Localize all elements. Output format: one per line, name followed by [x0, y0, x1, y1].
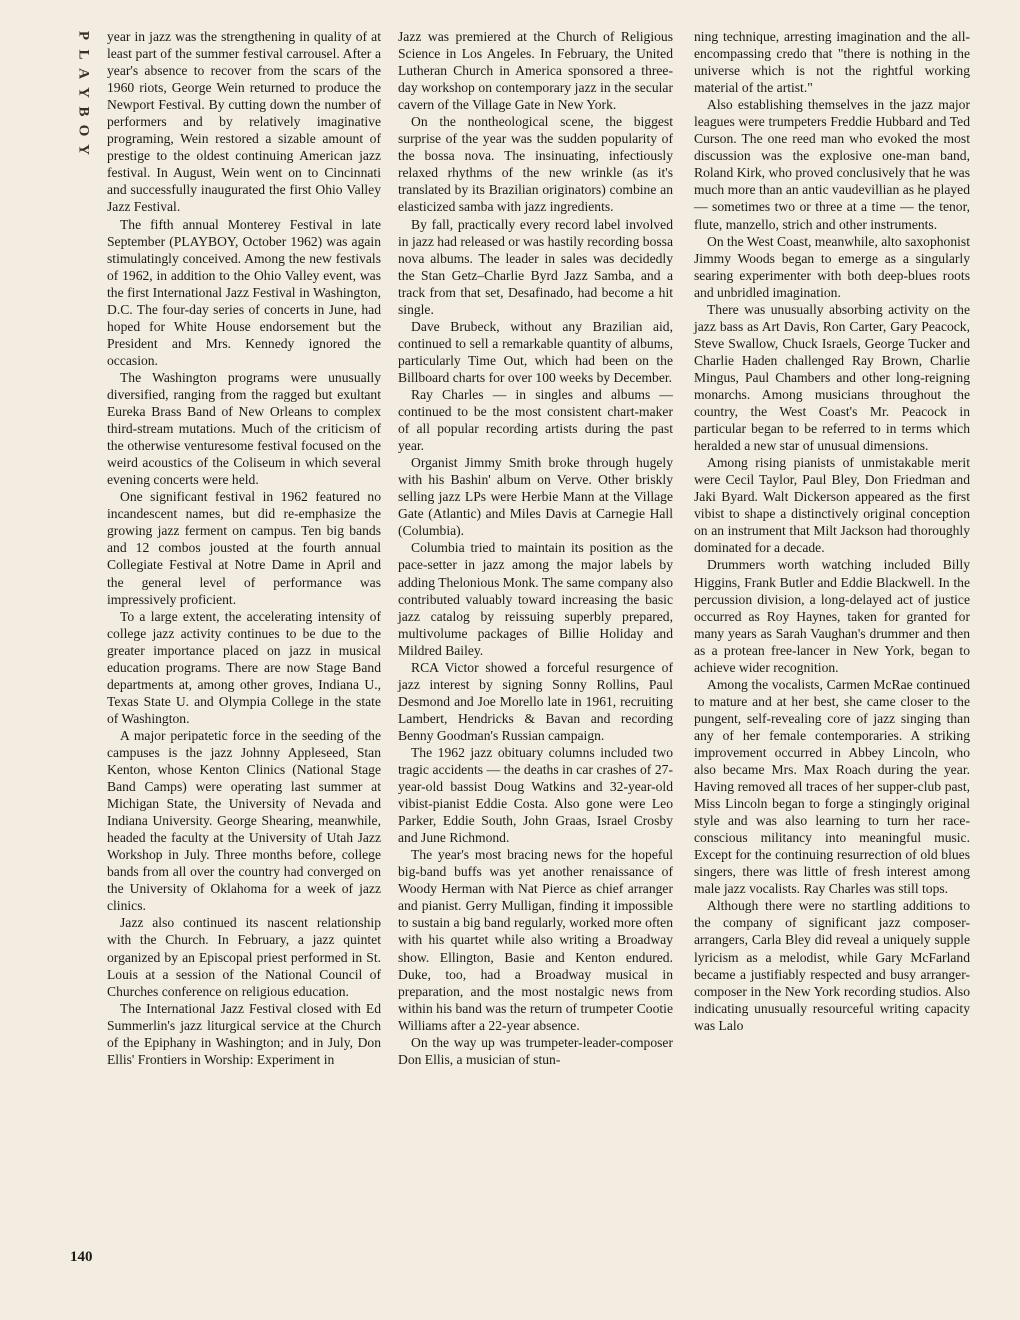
paragraph: Ray Charles — in singles and albums — continued to be the most consistent chart-maker of all popular recording artists during the past year.: [398, 386, 673, 454]
article-column-2: [398, 28, 673, 1068]
paragraph: Among rising pianists of unmistakable merit were Cecil Taylor, Paul Bley, Don Friedman and Jaki Byard. Walt Dickerson appeared as the first vibist to shape a distinctively original conception on an instrument that Milt Jackson had thoroughly dominated for a decade.: [694, 455, 970, 556]
brand-letter: A: [75, 68, 92, 79]
brand-letter: Y: [75, 87, 92, 98]
paragraph: Drummers worth watching included Billy Higgins, Frank Butler and Eddie Blackwell. In the percussion division, a long-delayed act of justice occurred as Roy Haynes, taken for granted for many years as Sarah Vaughan's drummer and then as a protean free-lancer in New York, began to achieve wider recognition.: [694, 557, 970, 675]
paragraph: Dave Brubeck, without any Brazilian aid, continued to sell a remarkable quantity of albums, particularly Time Out, which had been on the Billboard charts for over 100 weeks by December.: [398, 318, 673, 385]
page-number: 140: [70, 1249, 93, 1265]
paragraph: Jazz also continued its nascent relationship with the Church. In February, a jazz quintet organized by an Episcopal priest performed in St. Louis at a session of the National Council of Churches conference on religious education.: [107, 915, 381, 999]
paragraph: ning technique, arresting imagination and the all-encompassing credo that "there is nothing in the universe which is not the rightful working material of the artist.": [694, 29, 970, 96]
brand-letter: Y: [75, 144, 92, 155]
paragraph: Also establishing themselves in the jazz major leagues were trumpeters Freddie Hubbard and Ted Curson. The one reed man who evoked the most discussion was the explosive one-man band, Roland Kirk, who proved conclusively that he was much more than an antic vaudevillian as he played — sometimes two or three at a time — the tenor, flute, manzello, strich and other instruments.: [694, 97, 970, 232]
article-column-1: [107, 28, 381, 1068]
paragraph: RCA Victor showed a forceful resurgence of jazz interest by signing Sonny Rollins, Paul Desmond and Joe Morello late in 1961, recruiting Lambert, Hendricks & Bavan and recording Benny Goodman's Russian campaign.: [398, 659, 673, 743]
paragraph: One significant festival in 1962 featured no incandescent names, but did re-emphasize the growing jazz ferment on campus. Ten big bands and 12 combos jousted at the fourth annual Collegiate Festival at Notre Dame in April and the general level of performance was impressively proficient.: [107, 489, 381, 607]
article-column-3: [694, 28, 970, 1034]
playboy-vertical-logo: [72, 26, 92, 159]
paragraph: Organist Jimmy Smith broke through hugely with his Bashin' album on Verve. Other briskly selling jazz LPs were Herbie Mann at the Village Gate (Atlantic) and Miles Davis at Carnegie Hall (Columbia).: [398, 455, 673, 539]
paragraph: On the nontheological scene, the biggest surprise of the year was the sudden popularity of the bossa nova. The insinuating, infectiously relaxed rhythms of the new wrinkle (as it's translated by its Brazilian originators) combine an elasticized samba with jazz ingredients.: [398, 114, 673, 215]
paragraph: Jazz was premiered at the Church of Religious Science in Los Angeles. In February, the United Lutheran Church in America sponsored a three-day workshop on contemporary jazz in the secular cavern of the Village Gate in New York.: [398, 29, 673, 113]
paragraph: Columbia tried to maintain its position as the pace-setter in jazz among the major labels by adding Thelonious Monk. The same company also contributed valuably toward increasing the basic jazz catalog by reissuing superbly prepared, multivolume packages of Billie Holiday and Mildred Bailey.: [398, 540, 673, 658]
paragraph: The fifth annual Monterey Festival in late September (PLAYBOY, October 1962) was again stimulatingly conceived. Among the new festivals of 1962, in addition to the Ohio Valley event, was the first International Jazz Festival in Washington, D.C. The four-day series of concerts in June, had hoped for White House endorsement but the President and Mrs. Kennedy ignored the occasion.: [107, 216, 381, 368]
paragraph: Among the vocalists, Carmen McRae continued to mature and at her best, she came closer to the pungent, self-revealing core of jazz singing than any of her female contemporaries. A striking improvement occurred in Abbey Lincoln, who also became Mrs. Max Roach during the year. Having removed all traces of her supper-club past, Miss Lincoln began to forge a stingingly original style and was also learning to turn her race-conscious militancy into meaningful music. Except for the continuing resurrection of old blues singers, there was little of fresh interest among male jazz vocalists. Ray Charles was still tops.: [694, 676, 970, 897]
paragraph: The year's most bracing news for the hopeful big-band buffs was yet another renaissance of Woody Herman with Nat Pierce as chief arranger and pianist. Gerry Mulligan, finding it impossible to sustain a big band regularly, worked more often with his quartet while also writing a Broadway show. Ellington, Basie and Kenton endured. Duke, too, had a Broadway musical in preparation, and the most nostalgic news from within his band was the return of trumpeter Cootie Williams after a 22-year absence.: [398, 847, 673, 1033]
paragraph: There was unusually absorbing activity on the jazz bass as Art Davis, Ron Carter, Gary Peacock, Steve Swallow, Chuck Israels, George Tucker and Charlie Haden challenged Ray Brown, Charlie Mingus, Paul Chambers and other long-reigning monarchs. Among musicians throughout the country, the West Coast's Mr. Peacock in particular began to be referred to in terms which heralded a new star of unusual dimensions.: [694, 301, 970, 454]
brand-letter: P: [75, 30, 92, 41]
paragraph: By fall, practically every record label involved in jazz had released or was hastily recording bossa nova albums. The leader in sales was decidedly the Stan Getz–Charlie Byrd Jazz Samba, and a track from that set, Desafinado, had become a hit single.: [398, 216, 673, 317]
paragraph: Although there were no startling additions to the company of significant jazz composer-arrangers, Carla Bley did reveal a uniquely supple lyricism as a melodist, while Gary McFarland became a justifiably respected and busy arranger-composer in the New York recording studios. Also indicating unusually resourceful writing capacity was Lalo: [694, 898, 970, 1033]
paragraph: On the West Coast, meanwhile, alto saxophonist Jimmy Woods began to emerge as a singularly searing experimenter with both deep-blues roots and unbridled imagination.: [694, 233, 970, 300]
paragraph: The Washington programs were unusually diversified, ranging from the ragged but exultant Eureka Brass Band of New Orleans to complex third-stream mutations. Much of the criticism of the otherwise venturesome festival focused on the weird acoustics of the Coliseum in which several evening concerts were held.: [107, 369, 381, 488]
paragraph: The 1962 jazz obituary columns included two tragic accidents — the deaths in car crashes of 27-year-old bassist Doug Watkins and 32-year-old vibist-pianist Eddie Costa. Also gone were Leo Parker, Eddie South, John Graas, Israel Crosby and June Richmond.: [398, 744, 673, 846]
paragraph: To a large extent, the accelerating intensity of college jazz activity continues to be due to the greater importance placed on jazz in musical education programs. There are now Stage Band departments at, among other groves, Indiana U., Texas State U. and Olympia College in the state of Washington.: [107, 608, 381, 726]
brand-letter: B: [75, 106, 92, 117]
paragraph: year in jazz was the strengthening in quality of at least part of the summer festival carrousel. After a year's absence to recover from the scars of the 1960 riots, George Wein returned to produce the Newport Festival. By cutting down the number of performers and by relatively imaginative programing, Wein restored a sizable amount of prestige to the oldest continuing American jazz festival. In August, Wein went on to Cincinnati and successfully inaugurated the first Ohio Valley Jazz Festival.: [107, 29, 381, 215]
brand-letter: L: [75, 49, 92, 60]
paragraph: On the way up was trumpeter-leader-composer Don Ellis, a musician of stun-: [398, 1034, 673, 1067]
paragraph: The International Jazz Festival closed with Ed Summerlin's jazz liturgical service at the Church of the Epiphany in Washington; and in July, Don Ellis' Frontiers in Worship: Experiment in: [107, 1000, 381, 1067]
paragraph: A major peripatetic force in the seeding of the campuses is the jazz Johnny Appleseed, Stan Kenton, whose Kenton Clinics (National Stage Band Camps) were operating last summer at Michigan State, the University of Nevada and Indiana University. George Shearing, meanwhile, headed the faculty at the University of Utah Jazz Workshop in July. Three months before, college bands from all over the country had converged on the University of Oklahoma for a week of jazz clinics.: [107, 727, 381, 914]
brand-letter: O: [75, 124, 92, 137]
